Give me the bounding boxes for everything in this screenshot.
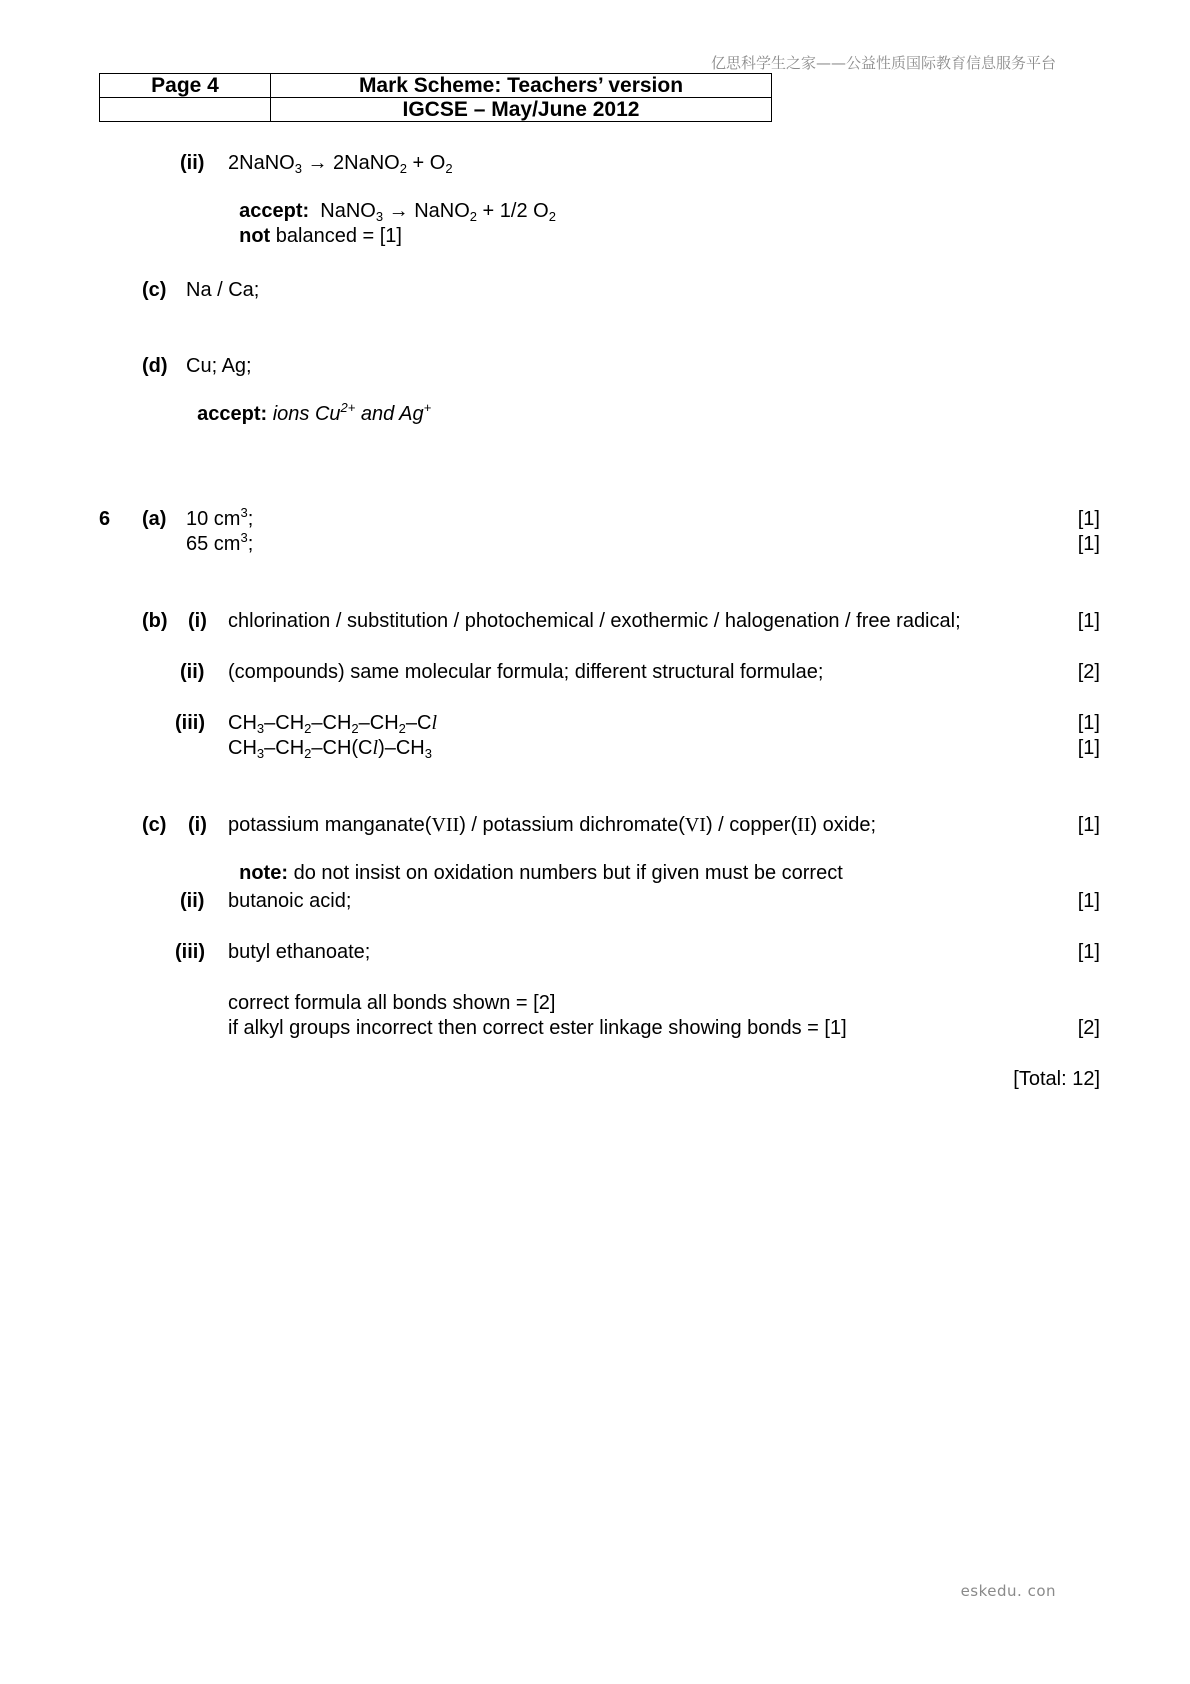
- q6-c-ii-answer: butanoic acid;: [228, 890, 352, 912]
- q6-a-label: (a): [142, 508, 167, 530]
- q6-b-i-answer: chlorination / substitution / photochemical / exothermic / halogenation / free radical;: [228, 610, 961, 632]
- q6-b-ii-answer: (compounds) same molecular formula; different structural formulae;: [228, 661, 824, 683]
- q5-c-answer: Na / Ca;: [186, 279, 260, 301]
- q6-b-iii-label: (iii): [175, 712, 205, 734]
- q6-a-mark-2: [1]: [1077, 533, 1100, 555]
- q5-d-label: (d): [142, 355, 168, 377]
- q6-a-answer-2: 65 $cm^3$;: [186, 530, 254, 555]
- q6-c-i-note: note: do not insist on oxidation numbers but if given must be correct: [239, 862, 843, 884]
- q6-b-i-label: (i): [188, 610, 207, 632]
- q5-b-ii-equation: 2NaNO$_3$ → 2NaNO$_2$ + $O_2$: [228, 152, 453, 176]
- q5-d-answer: Cu; Ag;: [186, 355, 252, 377]
- q6-c-ii-label: (ii): [180, 890, 205, 912]
- q6-c-i-mark: [1]: [1077, 814, 1100, 836]
- q6-c-i-answer: potassium manganate(VII) / potassium dichromate(VI) / copper(II) oxide;: [228, 814, 877, 836]
- q6-b-ii-mark: [2]: [1077, 661, 1100, 683]
- q6-a-mark-1: [1]: [1077, 508, 1100, 530]
- q6-c-iii-label: (iii): [175, 941, 205, 963]
- q5-d-accept: accept: ions $Cu^{2+}$ and Ag+: [197, 400, 432, 425]
- q6-b-ii-label: (ii): [180, 661, 205, 683]
- header-blank-cell: [100, 98, 271, 122]
- watermark-top: 亿思科学生之家——公益性质国际教育信息服务平台: [710, 54, 1056, 72]
- page-number: Page 4: [100, 74, 271, 98]
- q6-c-i-label: (i): [188, 814, 207, 836]
- q6-b-iii-formula-2: $CH_3-CH_2-CH(Cl)-CH_3$: [228, 737, 432, 761]
- q6-c-iii-alkyl-note: if alkyl groups incorrect then correct ester linkage showing bonds = [1]: [228, 1017, 847, 1039]
- q6-c-iii-mark: [1]: [1077, 941, 1100, 963]
- q5-b-ii-label: (ii): [180, 152, 205, 174]
- q6-c-iii-formula-note: correct formula all bonds shown = [2]: [228, 992, 556, 1014]
- watermark-bottom: eskedu. con: [960, 1582, 1056, 1600]
- document-title: Mark Scheme: Teachers’ version: [271, 74, 772, 98]
- q5-b-ii-not-balanced: not balanced = [1]: [239, 225, 402, 247]
- q6-c-ii-mark: [1]: [1077, 890, 1100, 912]
- q5-c-label: (c): [142, 279, 167, 301]
- exam-session: IGCSE – May/June 2012: [271, 98, 772, 122]
- q6-number: 6: [99, 508, 111, 530]
- q6-c-iii-answer: butyl ethanoate;: [228, 941, 371, 963]
- q5-b-ii-accept: accept: NaNO$_3$ → NaNO$_2$ + 1/2 $O_2$: [239, 200, 556, 224]
- q6-total: [Total: 12]: [1013, 1068, 1100, 1090]
- q6-b-label: (b): [142, 610, 168, 632]
- q6-b-i-mark: [1]: [1077, 610, 1100, 632]
- q6-c-iii-mark-2: [2]: [1077, 1017, 1100, 1039]
- q6-b-iii-mark-2: [1]: [1077, 737, 1100, 759]
- q6-c-label: (c): [142, 814, 167, 836]
- q6-b-iii-mark-1: [1]: [1077, 712, 1100, 734]
- header-table: [99, 73, 772, 122]
- q6-b-iii-formula-1: $CH_3-CH_2-CH_2-CH_2-Cl$: [228, 712, 438, 736]
- q6-a-answer-1: 10 $cm^3$;: [186, 505, 254, 530]
